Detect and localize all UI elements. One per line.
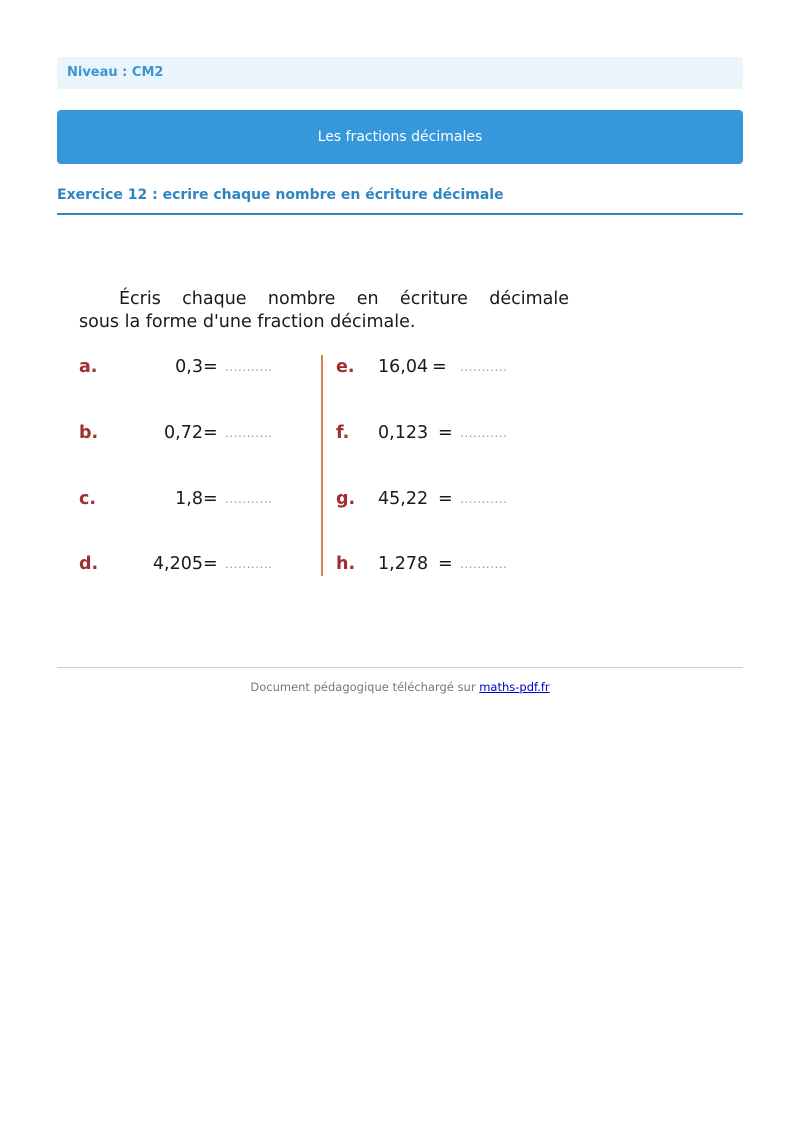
answer-blank: ........... [460, 557, 508, 571]
item-number: 1,278 [378, 554, 429, 574]
exercise-item-c [79, 487, 299, 511]
item-number: 0,123 [378, 423, 429, 443]
item-equals: = [203, 554, 218, 574]
answer-blank: ........... [460, 426, 508, 440]
footer-divider [57, 667, 743, 668]
item-letter: g. [336, 489, 356, 509]
item-equals: = [438, 423, 453, 443]
item-number: 0,3 [175, 357, 203, 377]
item-number: 1,8 [175, 489, 203, 509]
item-number: 16,04 [378, 357, 429, 377]
exercise-item-d [79, 552, 299, 576]
page-title-banner: Les fractions décimales [57, 110, 743, 164]
footer [57, 680, 743, 694]
item-letter: c. [79, 489, 97, 509]
item-letter: h. [336, 554, 356, 574]
item-number: 45,22 [378, 489, 429, 509]
exercise-title: Exercice 12 : ecrire chaque nombre en écriture décimale [57, 184, 743, 215]
answer-blank: ........... [460, 360, 508, 374]
answer-blank: ........... [225, 426, 273, 440]
answer-blank: ........... [225, 557, 273, 571]
exercise-item-e [336, 355, 556, 379]
column-divider [321, 355, 323, 576]
exercise-item-b [79, 421, 299, 445]
item-equals: = [203, 489, 218, 509]
exercise-item-g [336, 487, 556, 511]
item-letter: b. [79, 423, 99, 443]
exercise-item-a [79, 355, 299, 379]
instruction-line-2: sous la forme d'une fraction décimale. [79, 312, 416, 332]
exercise-item-h [336, 552, 556, 576]
answer-blank: ........... [225, 360, 273, 374]
instruction-line-1: Écris chaque nombre en écriture décimale [119, 289, 569, 309]
answer-blank: ........... [460, 492, 508, 506]
item-equals: = [203, 423, 218, 443]
item-equals: = [432, 357, 447, 377]
footer-text: Document pédagogique téléchargé sur [250, 680, 480, 694]
item-letter: d. [79, 554, 99, 574]
item-equals: = [438, 489, 453, 509]
item-letter: a. [79, 357, 98, 377]
item-number: 0,72 [164, 423, 203, 443]
exercise-instruction [79, 288, 569, 334]
answer-blank: ........... [225, 492, 273, 506]
item-number: 4,205 [152, 554, 203, 574]
level-badge: Niveau : CM2 [57, 57, 743, 89]
item-letter: f. [336, 423, 350, 443]
exercise-item-f [336, 421, 556, 445]
exercise-figure [57, 270, 617, 600]
item-letter: e. [336, 357, 355, 377]
item-equals: = [203, 357, 218, 377]
item-equals: = [438, 554, 453, 574]
footer-site-link[interactable]: maths-pdf.fr [479, 680, 550, 694]
